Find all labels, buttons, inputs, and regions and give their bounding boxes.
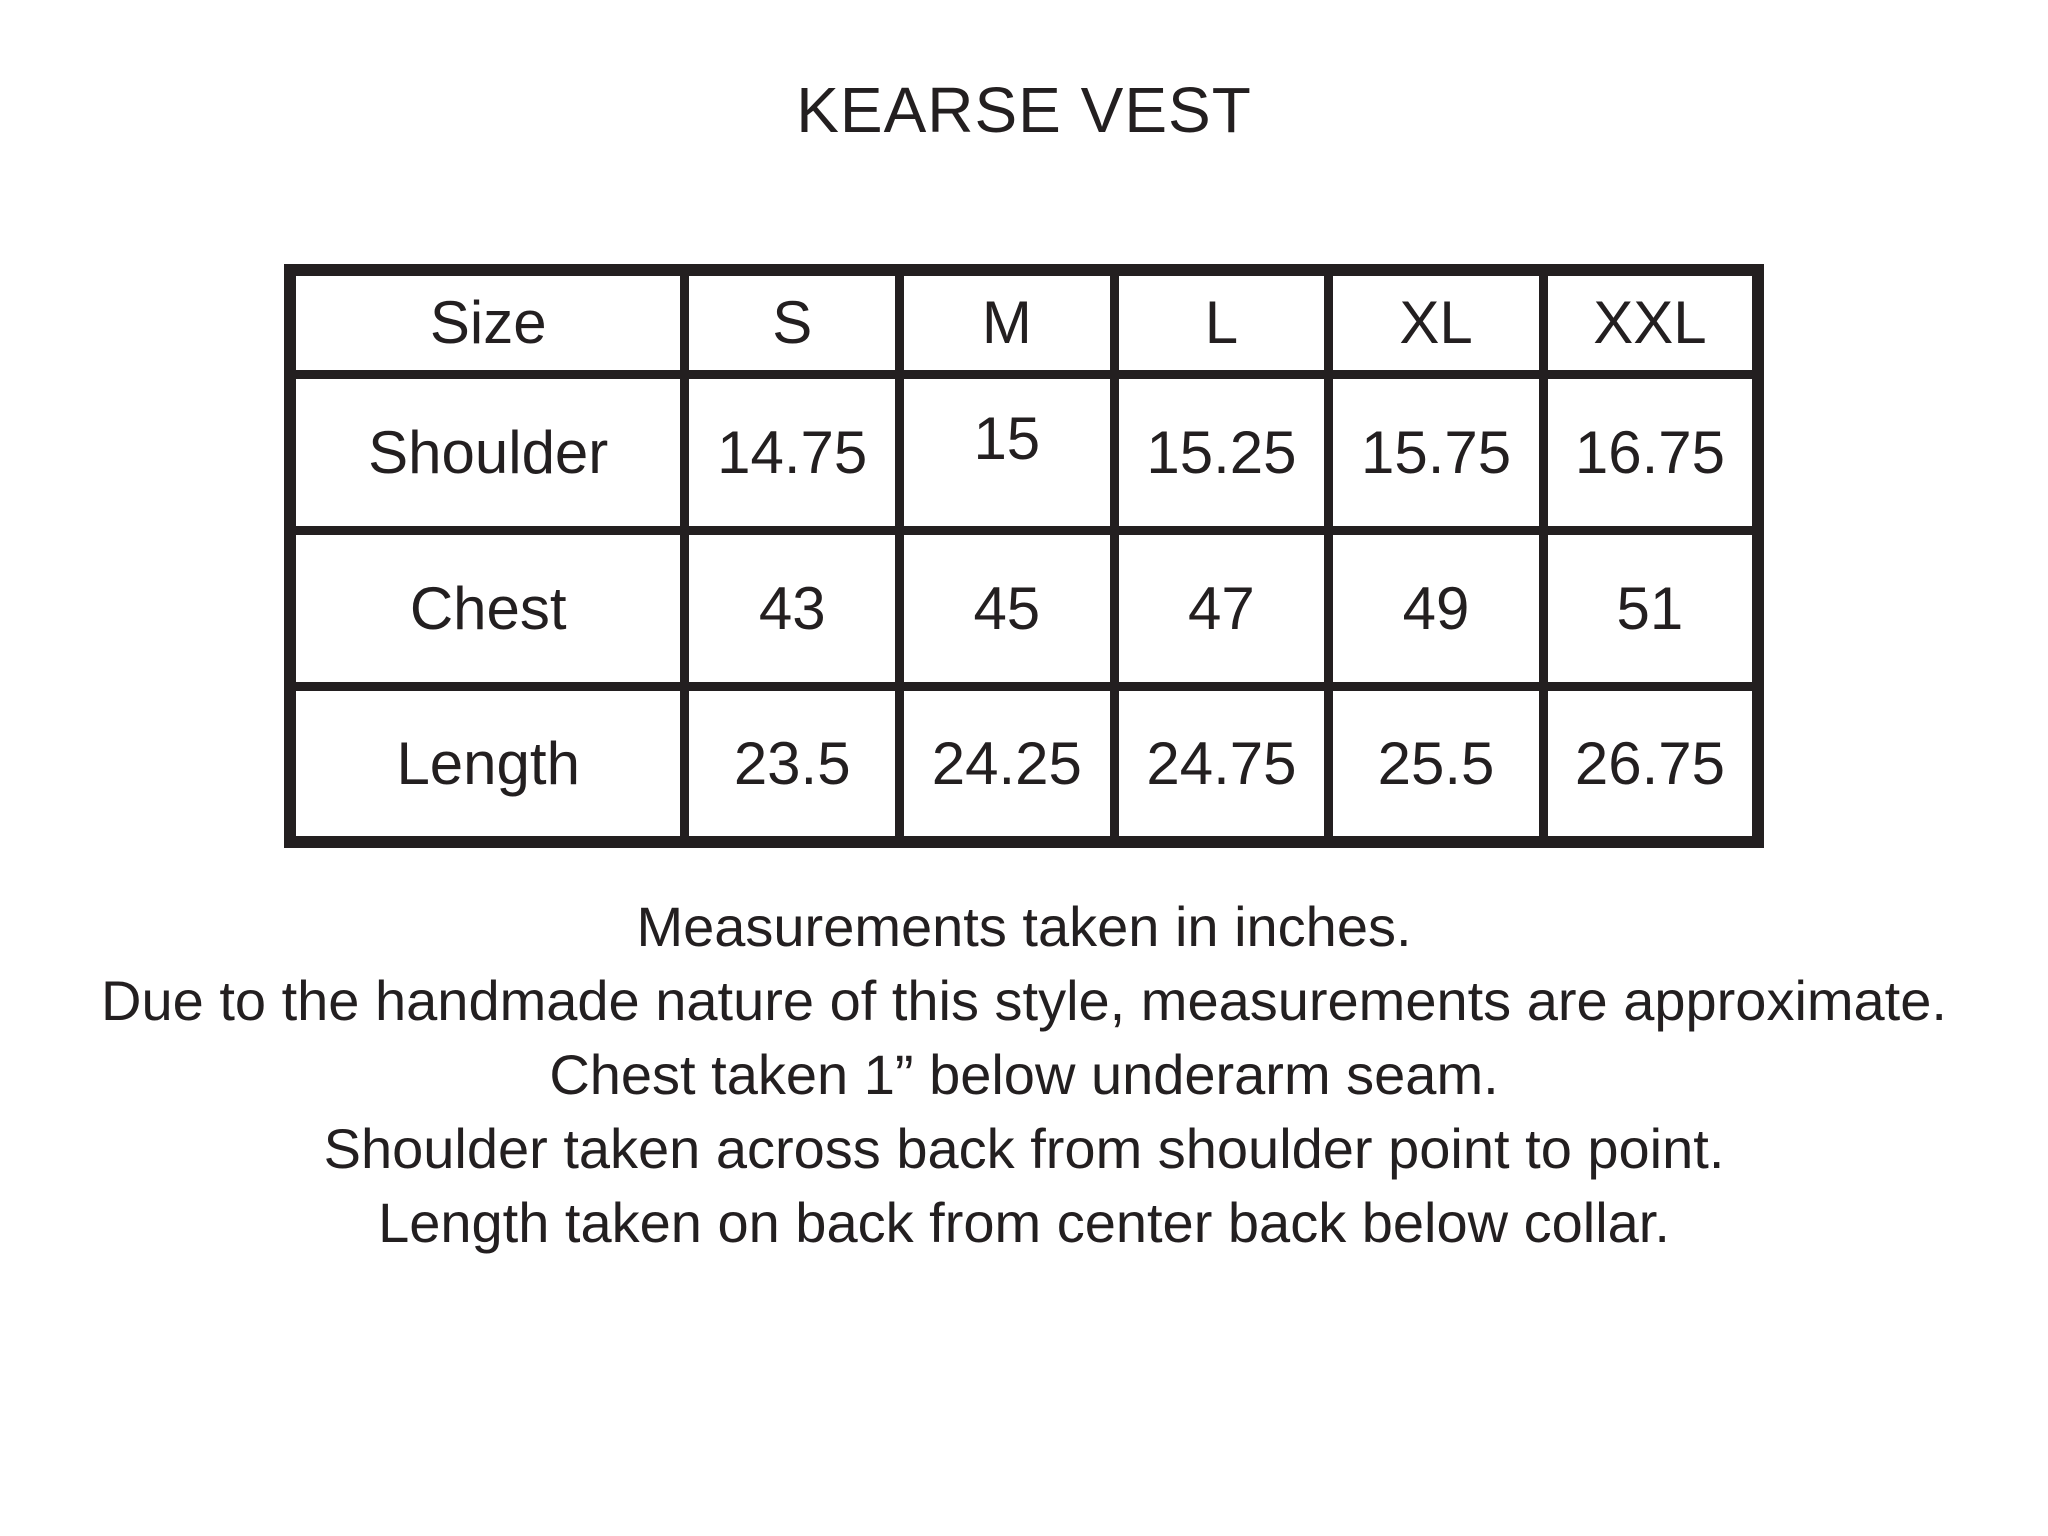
note-line-units: Measurements taken in inches. (636, 895, 1412, 958)
table-cell: 14.75 (685, 374, 900, 530)
table-cell: 24.75 (1114, 686, 1329, 842)
table-cell: 45 (900, 530, 1115, 686)
table-row-shoulder (290, 374, 1758, 530)
note-line-shoulder: Shoulder taken across back from shoulder point to point. (323, 1117, 1725, 1180)
table-cell: 15.75 (1329, 374, 1544, 530)
column-header-s: S (685, 270, 900, 374)
size-table-header (290, 270, 1758, 374)
measurement-notes (0, 890, 2048, 1260)
table-row-length (290, 686, 1758, 842)
column-header-xl: XL (1329, 270, 1544, 374)
size-chart-table (284, 264, 1764, 848)
column-header-m: M (900, 270, 1115, 374)
note-line-length: Length taken on back from center back below collar. (378, 1191, 1670, 1254)
column-header-size-label: Size (290, 270, 685, 374)
table-cell: 15 (900, 374, 1115, 530)
row-label-length: Length (290, 686, 685, 842)
row-label-shoulder: Shoulder (290, 374, 685, 530)
table-cell: 25.5 (1329, 686, 1544, 842)
row-label-chest: Chest (290, 530, 685, 686)
note-line-chest: Chest taken 1” below underarm seam. (549, 1043, 1499, 1106)
note-line-handmade: Due to the handmade nature of this style, measurements are approximate. (101, 969, 1947, 1032)
table-cell: 23.5 (685, 686, 900, 842)
table-cell: 51 (1543, 530, 1758, 686)
table-row-chest (290, 530, 1758, 686)
table-cell: 16.75 (1543, 374, 1758, 530)
table-cell: 24.25 (900, 686, 1115, 842)
column-header-l: L (1114, 270, 1329, 374)
page-title: KEARSE VEST (796, 74, 1252, 146)
size-table-body (290, 374, 1758, 842)
table-cell: 43 (685, 530, 900, 686)
column-header-xxl: XXL (1543, 270, 1758, 374)
table-cell: 26.75 (1543, 686, 1758, 842)
table-cell: 49 (1329, 530, 1544, 686)
header-row (290, 270, 1758, 374)
table-cell: 15.25 (1114, 374, 1329, 530)
table-cell: 47 (1114, 530, 1329, 686)
